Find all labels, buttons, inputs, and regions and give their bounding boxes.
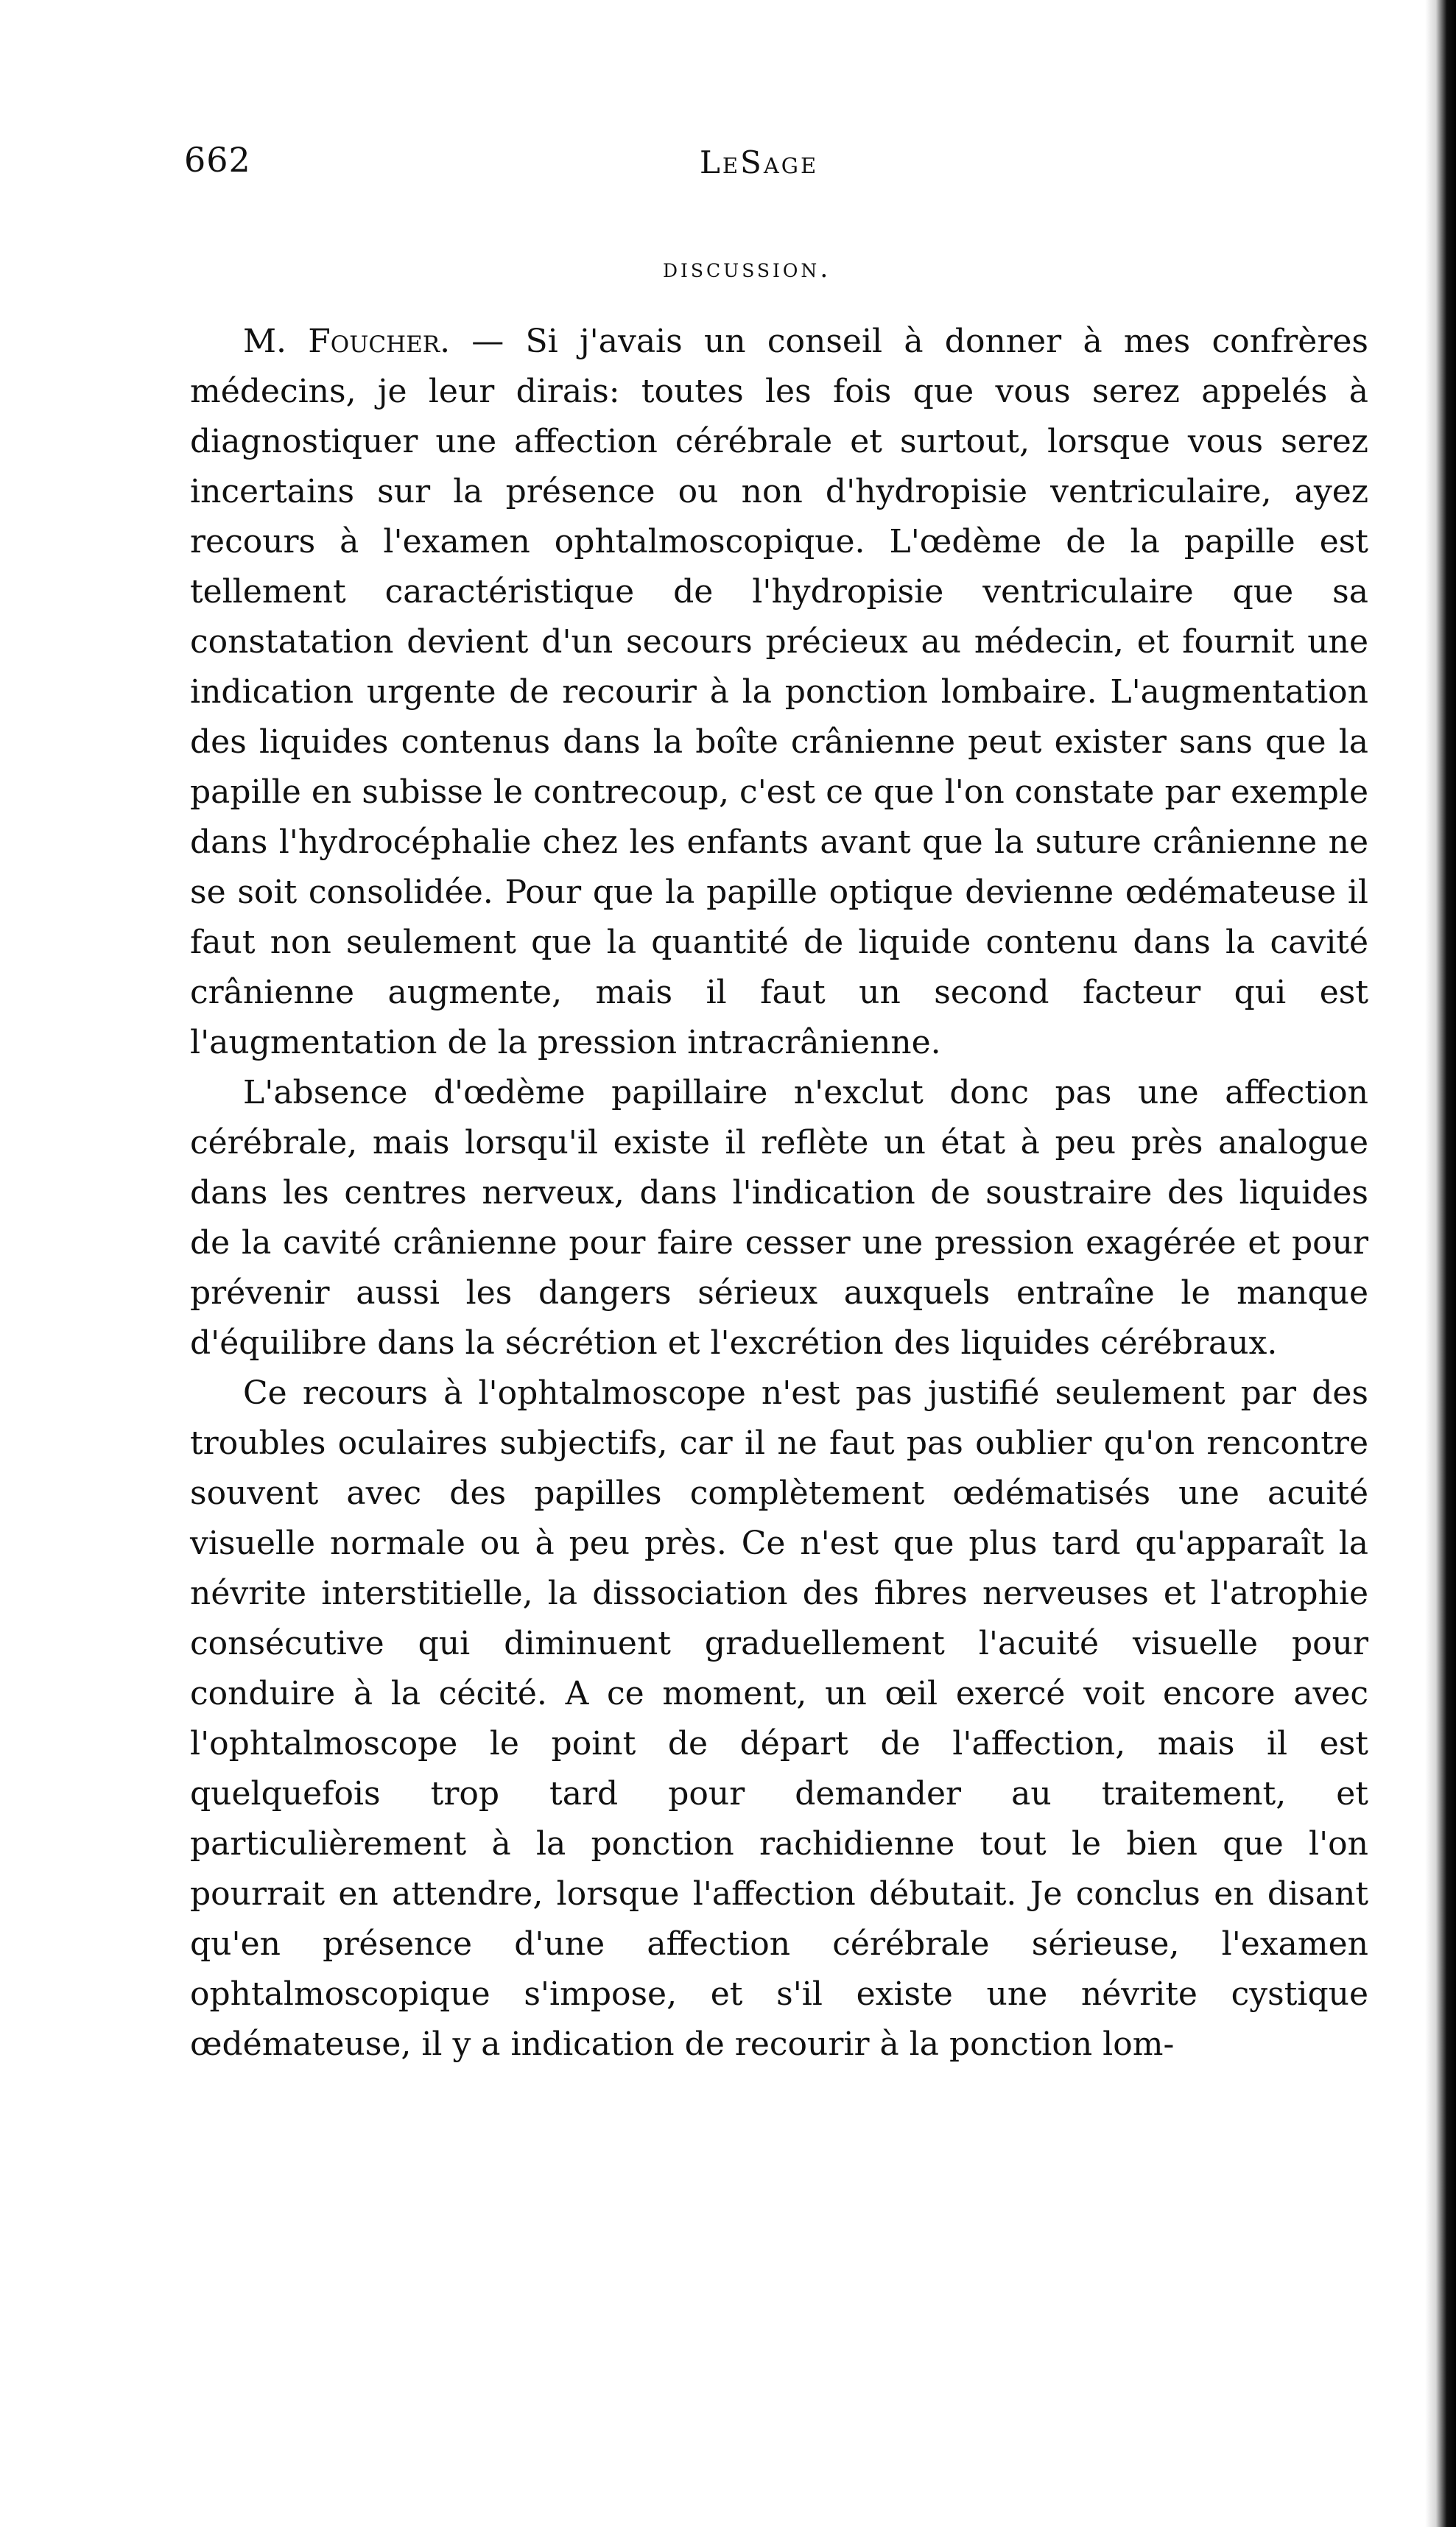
paragraph-3-text: Ce recours à l'ophtalmoscope n'est pas justifié seulement par des troubles oculaires subjectifs, car il ne faut pas oublier qu'on rencontre souvent avec des papilles complètement œdématisés une acuité visuelle normale ou à peu près. Ce n'est que plus tard qu'apparaît la névrite interstitielle, la dissociation des fibres nerveuses et l'atrophie consécutive qui diminuent graduellement l'acuité visuelle pour conduire à la cécité. A ce moment, un œil exercé voit encore avec l'ophtalmoscope le point de départ de l'affection, mais il est quelquefois trop tard pour demander au traitement, et particulièrement à la ponction rachidienne tout le bien que l'on pourrait en attendre, lorsque l'affection débutait. Je conclus en disant qu'en présence d'une affection cérébrale sérieuse, l'examen ophtalmoscopique s'impose, et s'il existe une névrite cystique œdémateuse, il y a indication de recourir à la ponction lom- (190, 1374, 1368, 2063)
running-title: LeSage (700, 144, 819, 180)
running-head (169, 140, 1289, 199)
paragraph-2-text: L'absence d'œdème papillaire n'exclut donc pas une affection cérébrale, mais lorsqu'il existe il reflète un état à peu près analogue dans les centres nerveux, dans l'indication de soustraire des liquides de la cavité crânienne pour faire cesser une pression exagérée et pour prévenir aussi les dangers sérieux auxquels entraîne le manque d'équilibre dans la sécrétion et l'excrétion des liquides cérébraux. (190, 1074, 1368, 1362)
body-text (190, 317, 1368, 2070)
page-edge-shadow (1425, 0, 1456, 2527)
section-heading: discussion. (663, 254, 831, 284)
paragraph-3 (190, 1368, 1368, 2070)
paragraph-2 (190, 1068, 1368, 1368)
paragraph-1-text: — Si j'avais un conseil à donner à mes confrères médecins, je leur dirais: toutes les fois que vous serez appelés à diagnostiquer une affection cérébrale et surtout, lorsque vous serez incertains sur la présence ou non d'hydropisie ventriculaire, ayez recours à l'examen ophtalmoscopique. L'œdème de la papille est tellement caractéristique de l'hydropisie ventriculaire que sa constatation devient d'un secours précieux au médecin, et fournit une indication urgente de recourir à la ponction lombaire. L'augmentation des liquides contenus dans la boîte crânienne peut exister sans que la papille en subisse le contrecoup, c'est ce que l'on constate par exemple dans l'hydrocéphalie chez les enfants avant que la suture crânienne ne se soit consolidée. Pour que la papille optique devienne œdémateuse il faut non seulement que la quantité de liquide contenu dans la cavité crânienne augmente, mais il faut un second facteur qui est l'augmentation de la pression intracrânienne. (190, 323, 1368, 1061)
paragraph-1 (190, 317, 1368, 1068)
page-number: 662 (184, 140, 251, 180)
speaker-name: M. Foucher. (243, 323, 451, 360)
